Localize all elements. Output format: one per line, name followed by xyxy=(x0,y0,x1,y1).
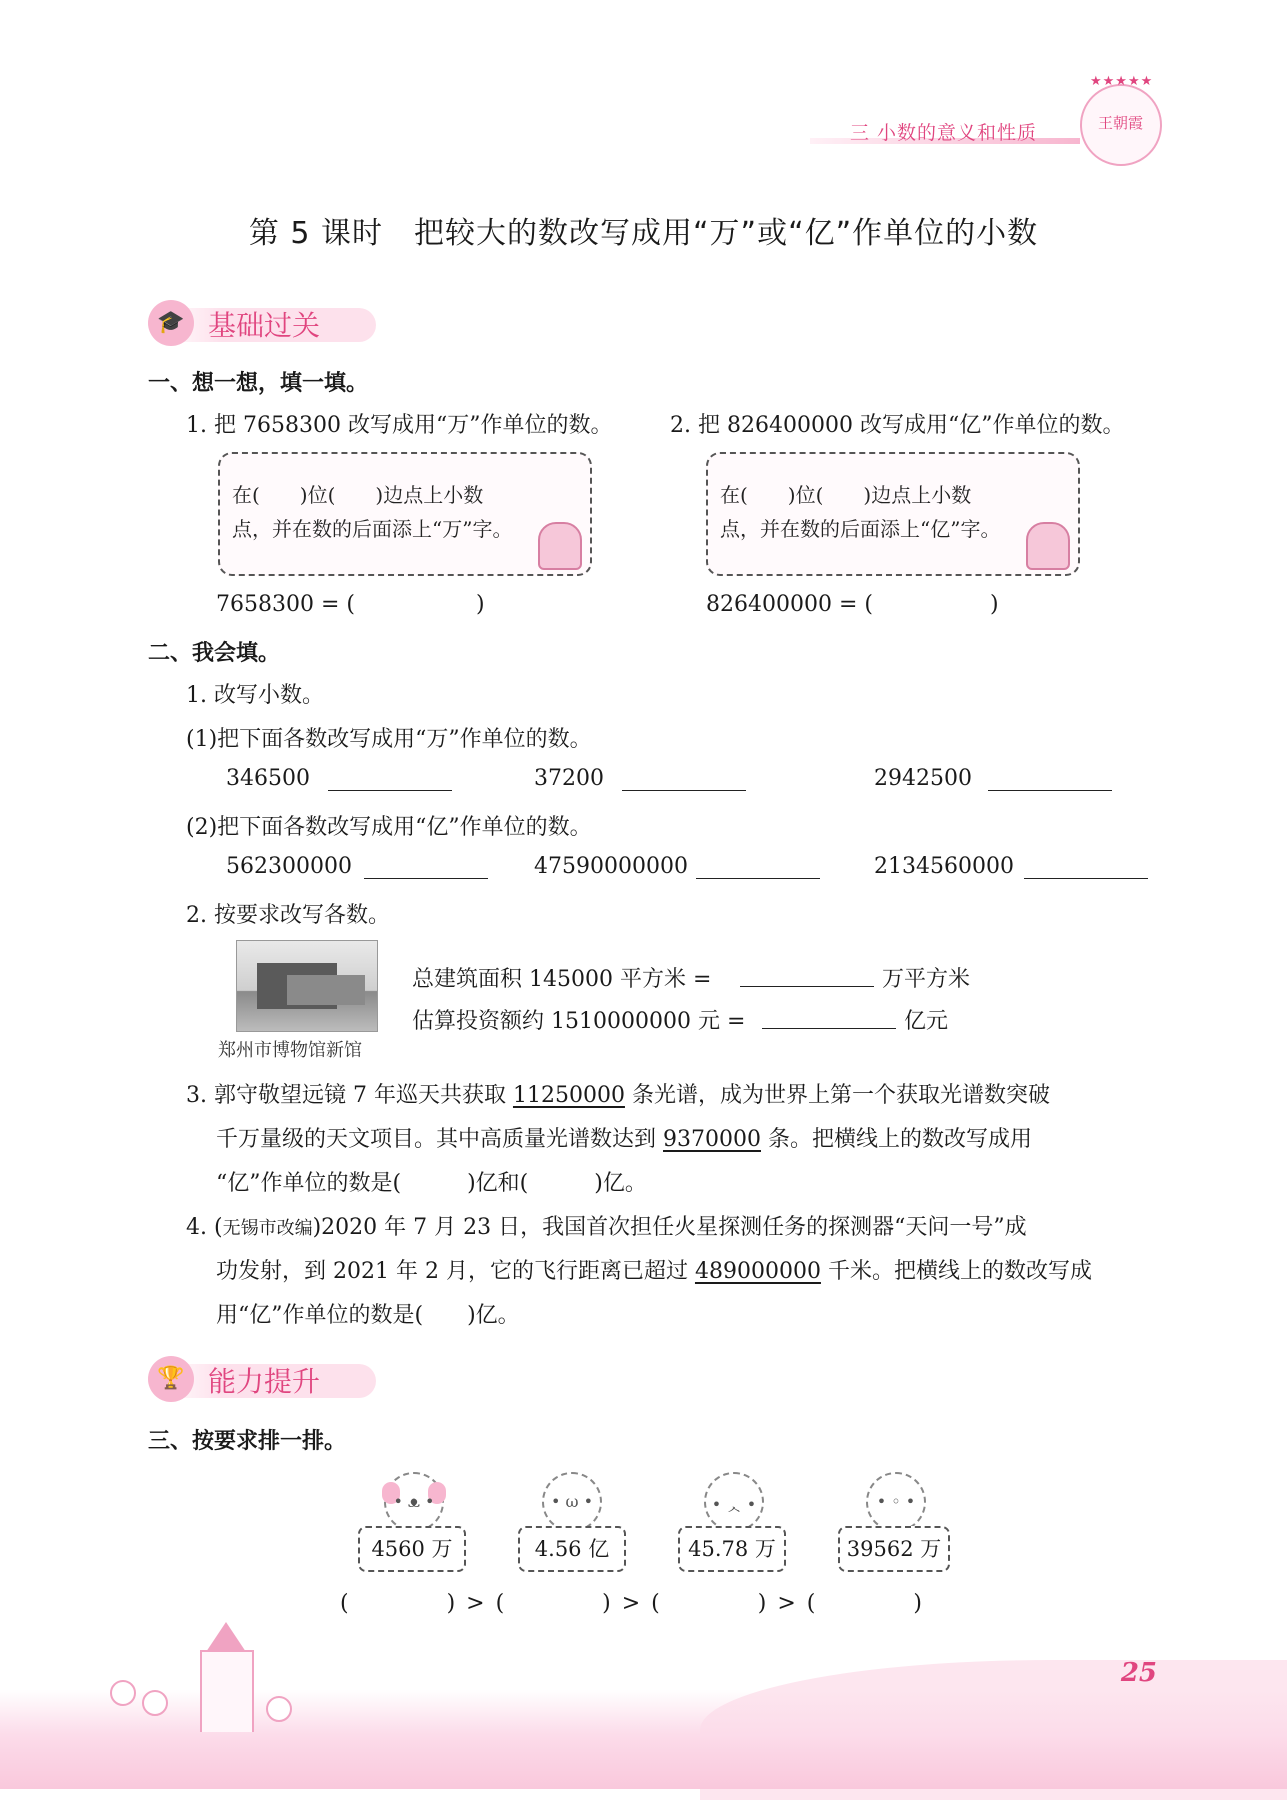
q3-text: 千万量级的天文项目。其中高质量光谱数达到 xyxy=(216,1127,657,1152)
q3-text: 3. 郭守敬望远镜 7 年巡天共获取 xyxy=(186,1083,506,1108)
trophy-icon: 🏆 xyxy=(148,1356,194,1402)
number-card: 45.78 万 xyxy=(678,1526,786,1572)
answer-blank[interactable] xyxy=(364,854,488,879)
investment-unit: 亿元 xyxy=(904,1009,949,1034)
face: • ᆺ • xyxy=(711,1495,757,1514)
section-banner-basic xyxy=(148,300,388,346)
q2-equation-right: ) xyxy=(990,592,999,617)
q3-text: 条光谱，成为世界上第一个获取光谱数突破 xyxy=(631,1083,1050,1108)
part2-q1-title: 1. 改写小数。 xyxy=(186,683,324,708)
answer-blank[interactable] xyxy=(328,766,452,791)
tree-icon xyxy=(110,1680,136,1706)
sub1-number-2: 37200 xyxy=(534,766,604,791)
sub1-prompt: (1)把下面各数改写成用“万”作单位的数。 xyxy=(186,727,592,752)
puppy-icon xyxy=(384,1472,444,1532)
q3-line-1 xyxy=(186,1078,1050,1109)
castle-icon xyxy=(200,1650,254,1732)
tree-icon xyxy=(142,1690,168,1716)
castle-icon xyxy=(206,1622,246,1652)
part2-heading: 二、我会填。 xyxy=(148,641,281,666)
q4-line-3: 用“亿”作单位的数是( )亿。 xyxy=(216,1303,520,1328)
footer-decoration xyxy=(0,1690,1287,1789)
kitten-icon xyxy=(704,1472,764,1532)
q4-number: 489000000 xyxy=(694,1259,821,1284)
chapter-title: 三 小数的意义和性质 xyxy=(849,122,1037,144)
hint-line-1: 在( )位( )边点上小数 xyxy=(232,483,484,507)
hint-line-2: 点，并在数的后面添上“万”字。 xyxy=(232,517,513,541)
hint-line-1: 在( )位( )边点上小数 xyxy=(720,483,972,507)
q3-number: 9370000 xyxy=(663,1127,761,1152)
sub1-number-3: 2942500 xyxy=(874,766,972,791)
q1-prompt: 1. 把 7658300 改写成用“万”作单位的数。 xyxy=(186,413,613,438)
sub2-prompt: (2)把下面各数改写成用“亿”作单位的数。 xyxy=(186,815,592,840)
q2-equation-left: 826400000 = ( xyxy=(706,592,873,617)
hint-line-2: 点，并在数的后面添上“亿”字。 xyxy=(720,517,1001,541)
cactus-icon xyxy=(1026,522,1070,570)
publisher-logo xyxy=(1080,74,1162,166)
area-unit: 万平方米 xyxy=(882,967,971,992)
number-card: 4560 万 xyxy=(358,1526,466,1572)
banner-label: 能力提升 xyxy=(208,1365,321,1398)
q4-text: )2020 年 7 月 23 日，我国首次担任火星探测任务的探测器“天问一号”成 xyxy=(312,1215,1027,1240)
q3-text: 条。把横线上的数改写成用 xyxy=(768,1127,1033,1152)
part2-q2-title: 2. 按要求改写各数。 xyxy=(186,903,390,928)
photo-caption: 郑州市博物馆新馆 xyxy=(218,1040,362,1061)
face: • ◦ • xyxy=(876,1492,916,1511)
bunny-icon xyxy=(542,1472,602,1532)
q4-text: 千米。把横线上的数改写成 xyxy=(827,1259,1092,1284)
answer-blank[interactable] xyxy=(622,766,746,791)
museum-photo xyxy=(236,940,378,1032)
tree-icon xyxy=(266,1696,292,1722)
graduation-cap-icon: 🎓 xyxy=(148,300,194,346)
sub2-number-3: 2134560000 xyxy=(874,854,1014,879)
q2-prompt: 2. 把 826400000 改写成用“亿”作单位的数。 xyxy=(670,413,1125,438)
logo-text: 王朝霞 xyxy=(1098,114,1144,132)
part3-heading: 三、按要求排一排。 xyxy=(148,1429,347,1454)
hint-box-wan xyxy=(218,452,592,576)
sub1-number-1: 346500 xyxy=(226,766,310,791)
answer-blank[interactable] xyxy=(1024,854,1148,879)
number-card: 39562 万 xyxy=(838,1526,950,1572)
q4-line-1 xyxy=(186,1210,1027,1241)
face: • ᴥ • xyxy=(393,1492,435,1511)
q4-line-2 xyxy=(216,1254,1092,1285)
answer-blank[interactable] xyxy=(740,962,874,987)
q1-equation-left: 7658300 = ( xyxy=(216,592,355,617)
q4-text: 功发射，到 2021 年 2 月，它的飞行距离已超过 xyxy=(216,1259,688,1284)
q3-number: 11250000 xyxy=(512,1083,625,1108)
answer-blank[interactable] xyxy=(696,854,820,879)
logo-stars: ★★★★★ xyxy=(1090,74,1154,89)
page-number: 25 xyxy=(1120,1658,1157,1688)
lesson-title: 第 5 课时 把较大的数改写成用“万”或“亿”作单位的小数 xyxy=(248,216,1039,251)
q3-line-2 xyxy=(216,1122,1032,1153)
banner-label: 基础过关 xyxy=(208,309,321,342)
q4-source: 无锡市改编 xyxy=(222,1218,313,1239)
building-shape xyxy=(287,975,365,1005)
q4-text: 4. ( xyxy=(186,1215,223,1240)
q3-line-3: “亿”作单位的数是( )亿和( )亿。 xyxy=(216,1171,647,1196)
answer-blank[interactable] xyxy=(988,766,1112,791)
cactus-icon xyxy=(538,522,582,570)
area-label: 总建筑面积 145000 平方米 = xyxy=(412,967,712,992)
investment-label: 估算投资额约 1510000000 元 = xyxy=(412,1009,746,1034)
answer-blank[interactable] xyxy=(762,1004,896,1029)
section-banner-advanced xyxy=(148,1356,388,1402)
sub2-number-2: 47590000000 xyxy=(534,854,688,879)
face: • ω • xyxy=(550,1492,594,1511)
number-card: 4.56 亿 xyxy=(518,1526,626,1572)
hint-box-yi xyxy=(706,452,1080,576)
sub2-number-1: 562300000 xyxy=(226,854,352,879)
order-line[interactable]: ( ) > ( ) > ( ) > ( ) xyxy=(340,1591,924,1616)
piglet-icon xyxy=(866,1472,926,1532)
q1-equation-right: ) xyxy=(476,592,485,617)
part1-heading: 一、想一想，填一填。 xyxy=(148,371,369,396)
